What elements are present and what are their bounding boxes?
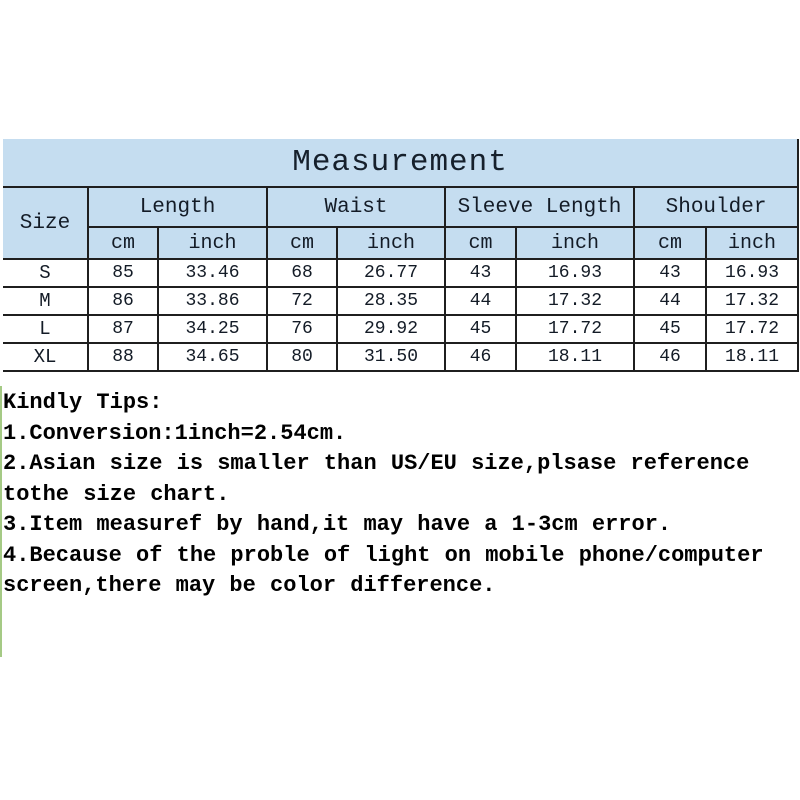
- kindly-tips-section: [3, 388, 795, 602]
- unit-header-sleeve-inch: inch: [516, 227, 634, 259]
- tip-measure-error: 3.Item measuref by hand,it may have a 1-3cm error.: [3, 512, 672, 537]
- unit-header-shoulder-inch: inch: [706, 227, 798, 259]
- table-unit-header-row: [3, 227, 798, 259]
- table-title: Measurement: [3, 139, 798, 187]
- tip-conversion: 1.Conversion:1inch=2.54cm.: [3, 420, 347, 446]
- value-cell: 16.93: [516, 259, 634, 287]
- value-cell: 87: [88, 315, 158, 343]
- unit-header-shoulder-cm: cm: [634, 227, 706, 259]
- table-row-size-s: [3, 259, 798, 287]
- column-header-sleeve-length: Sleeve Length: [445, 187, 634, 227]
- value-cell: 46: [445, 343, 516, 371]
- column-header-waist: Waist: [267, 187, 445, 227]
- size-label: S: [3, 259, 88, 287]
- value-cell: 31.50: [337, 343, 445, 371]
- value-cell: 88: [88, 343, 158, 371]
- unit-header-sleeve-cm: cm: [445, 227, 516, 259]
- unit-header-waist-inch: inch: [337, 227, 445, 259]
- column-header-size: Size: [3, 187, 88, 259]
- unit-header-waist-cm: cm: [267, 227, 337, 259]
- value-cell: 18.11: [706, 343, 798, 371]
- size-label: M: [3, 287, 88, 315]
- value-cell: 28.35: [337, 287, 445, 315]
- value-cell: 68: [267, 259, 337, 287]
- value-cell: 29.92: [337, 315, 445, 343]
- value-cell: 80: [267, 343, 337, 371]
- value-cell: 43: [634, 259, 706, 287]
- kindly-tips-heading: Kindly Tips:: [3, 390, 163, 415]
- value-cell: 34.65: [158, 343, 267, 371]
- size-label: XL: [3, 343, 88, 371]
- value-cell: 45: [634, 315, 706, 343]
- table-row-size-xl: [3, 343, 798, 371]
- value-cell: 72: [267, 287, 337, 315]
- value-cell: 26.77: [337, 259, 445, 287]
- left-edge-artifact-line: [0, 386, 2, 657]
- value-cell: 46: [634, 343, 706, 371]
- tip-asian-size: 2.Asian size is smaller than US/EU size,plsase reference tothe size chart.: [3, 451, 750, 507]
- unit-header-length-inch: inch: [158, 227, 267, 259]
- value-cell: 17.32: [516, 287, 634, 315]
- table-row-size-l: [3, 315, 798, 343]
- value-cell: 45: [445, 315, 516, 343]
- table-title-row: [3, 139, 798, 187]
- tip-color-difference: 4.Because of the proble of light on mobile phone/computer screen,there may be color difference.: [3, 542, 764, 598]
- value-cell: 85: [88, 259, 158, 287]
- value-cell: 44: [634, 287, 706, 315]
- value-cell: 33.86: [158, 287, 267, 315]
- value-cell: 17.72: [516, 315, 634, 343]
- value-cell: 33.46: [158, 259, 267, 287]
- value-cell: 16.93: [706, 259, 798, 287]
- measurement-table: [3, 139, 799, 372]
- value-cell: 86: [88, 287, 158, 315]
- value-cell: 17.32: [706, 287, 798, 315]
- value-cell: 18.11: [516, 343, 634, 371]
- column-header-shoulder: Shoulder: [634, 187, 798, 227]
- value-cell: 44: [445, 287, 516, 315]
- value-cell: 17.72: [706, 315, 798, 343]
- table-row-size-m: [3, 287, 798, 315]
- value-cell: 43: [445, 259, 516, 287]
- size-label: L: [3, 315, 88, 343]
- column-header-length: Length: [88, 187, 267, 227]
- unit-header-length-cm: cm: [88, 227, 158, 259]
- value-cell: 34.25: [158, 315, 267, 343]
- table-group-header-row: [3, 187, 798, 227]
- value-cell: 76: [267, 315, 337, 343]
